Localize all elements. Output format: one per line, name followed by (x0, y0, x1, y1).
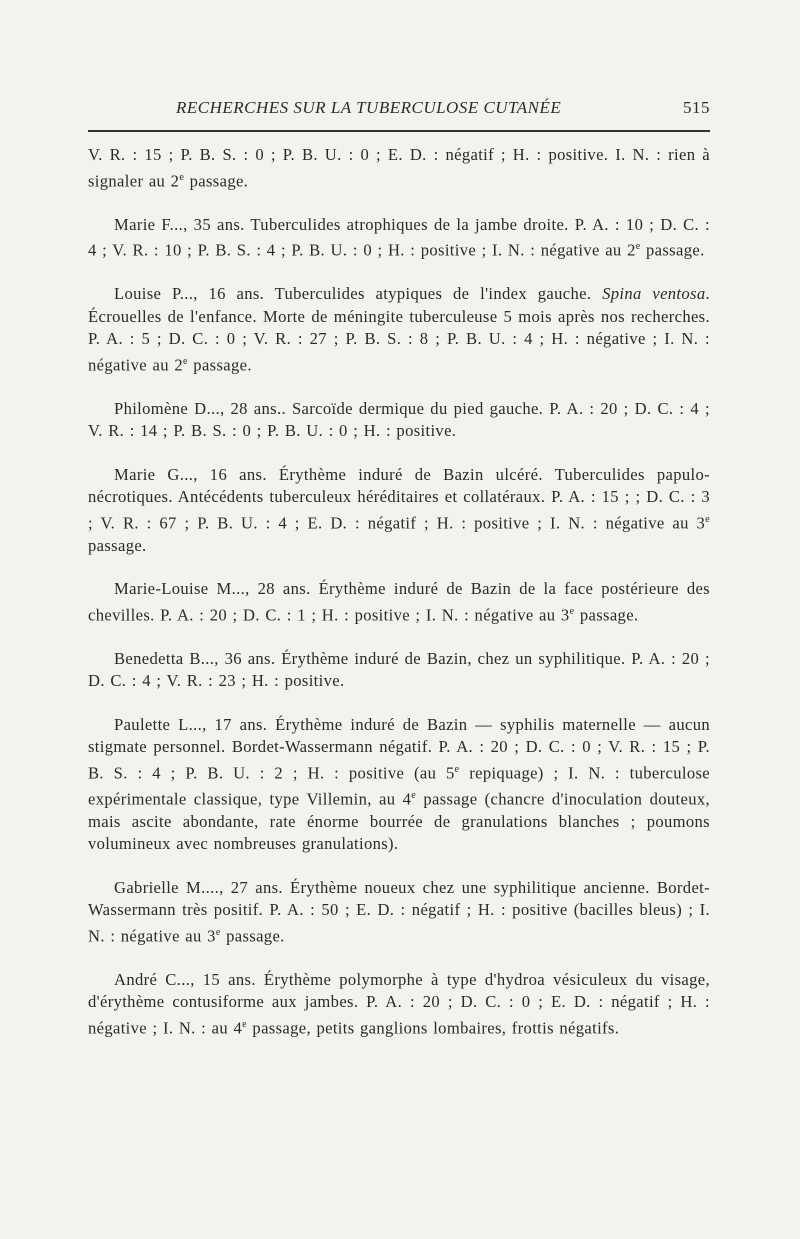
body-text (88, 144, 710, 1061)
paragraph-3: Louise P..., 16 ans. Tuberculides atypiques de l'index gauche. Spina ventosa. Écrouelles de l'enfance. Morte de méningite tuberculeuse 5 mois après nos recherches. P. A. : 5 ; D. C. : 0 ; V. R. : 27 ; P. B. S. : 8 ; P. B. U. : 4 ; H. : négative ; I. N. : négative au 2e passage. (88, 284, 710, 375)
header-rule (88, 130, 710, 132)
paragraph-7: Benedetta B..., 36 ans. Érythème induré de Bazin, chez un syphilitique. P. A. : 20 ; D. C. : 4 ; V. R. : 23 ; H. : positive. (88, 648, 710, 691)
paragraph-5: Marie G..., 16 ans. Érythème induré de Bazin ulcéré. Tuberculides papulo-nécrotiques. Antécédents tuberculeux héréditaires et collatéraux. P. A. : 15 ; ; D. C. : 3 ; V. R. : 67 ; P. B. U. : 4 ; E. D. : négatif ; H. : positive ; I. N. : négative au 3e passage. (88, 464, 710, 555)
paragraph-2: Marie F..., 35 ans. Tuberculides atrophiques de la jambe droite. P. A. : 10 ; D. C. : 4 ; V. R. : 10 ; P. B. S. : 4 ; P. B. U. : 0 ; H. : positive ; I. N. : négative au 2e passage. (88, 214, 710, 260)
paragraph-1: V. R. : 15 ; P. B. S. : 0 ; P. B. U. : 0 ; E. D. : négatif ; H. : positive. I. N. : rien à signaler au 2e passage. (88, 145, 710, 191)
running-title: RECHERCHES SUR LA TUBERCULOSE CUTANÉE (176, 98, 562, 117)
page-number: 515 (683, 98, 710, 117)
paragraph-6: Marie-Louise M..., 28 ans. Érythème induré de Bazin de la face postérieure des chevilles. P. A. : 20 ; D. C. : 1 ; H. : positive ; I. N. : négative au 3e passage. (88, 579, 710, 625)
paragraph-4: Philomène D..., 28 ans.. Sarcoïde dermique du pied gauche. P. A. : 20 ; D. C. : 4 ; V. R. : 14 ; P. B. S. : 0 ; P. B. U. : 0 ; H. : positive. (88, 398, 710, 441)
paragraph-8: Paulette L..., 17 ans. Érythème induré de Bazin — syphilis maternelle — aucun stigmate personnel. Bordet-Wassermann négatif. P. A. : 20 ; D. C. : 0 ; V. R. : 15 ; P. B. S. : 4 ; P. B. U. : 2 ; H. : positive (au 5e repiquage) ; I. N. : tuberculose expérimentale classique, type Villemin, au 4e passage (chancre d'inoculation douteux, mais ascite abondante, rate énorme bourrée de granulations blanches ; poumons volumineux avec nombreuses granulations). (88, 714, 711, 854)
paragraph-10: André C..., 15 ans. Érythème polymorphe à type d'hydroa vésiculeux du visage, d'érythème contusiforme aux jambes. P. A. : 20 ; D. C. : 0 ; E. D. : négatif ; H. : négative ; I. N. : au 4e passage, petits ganglions lombaires, frottis négatifs. (88, 969, 710, 1038)
paragraph-9: Gabrielle M...., 27 ans. Érythème noueux chez une syphilitique ancienne. Bordet-Wassermann très positif. P. A. : 50 ; E. D. : négatif ; H. : positive (bacilles bleus) ; I. N. : négative au 3e passage. (88, 877, 710, 946)
